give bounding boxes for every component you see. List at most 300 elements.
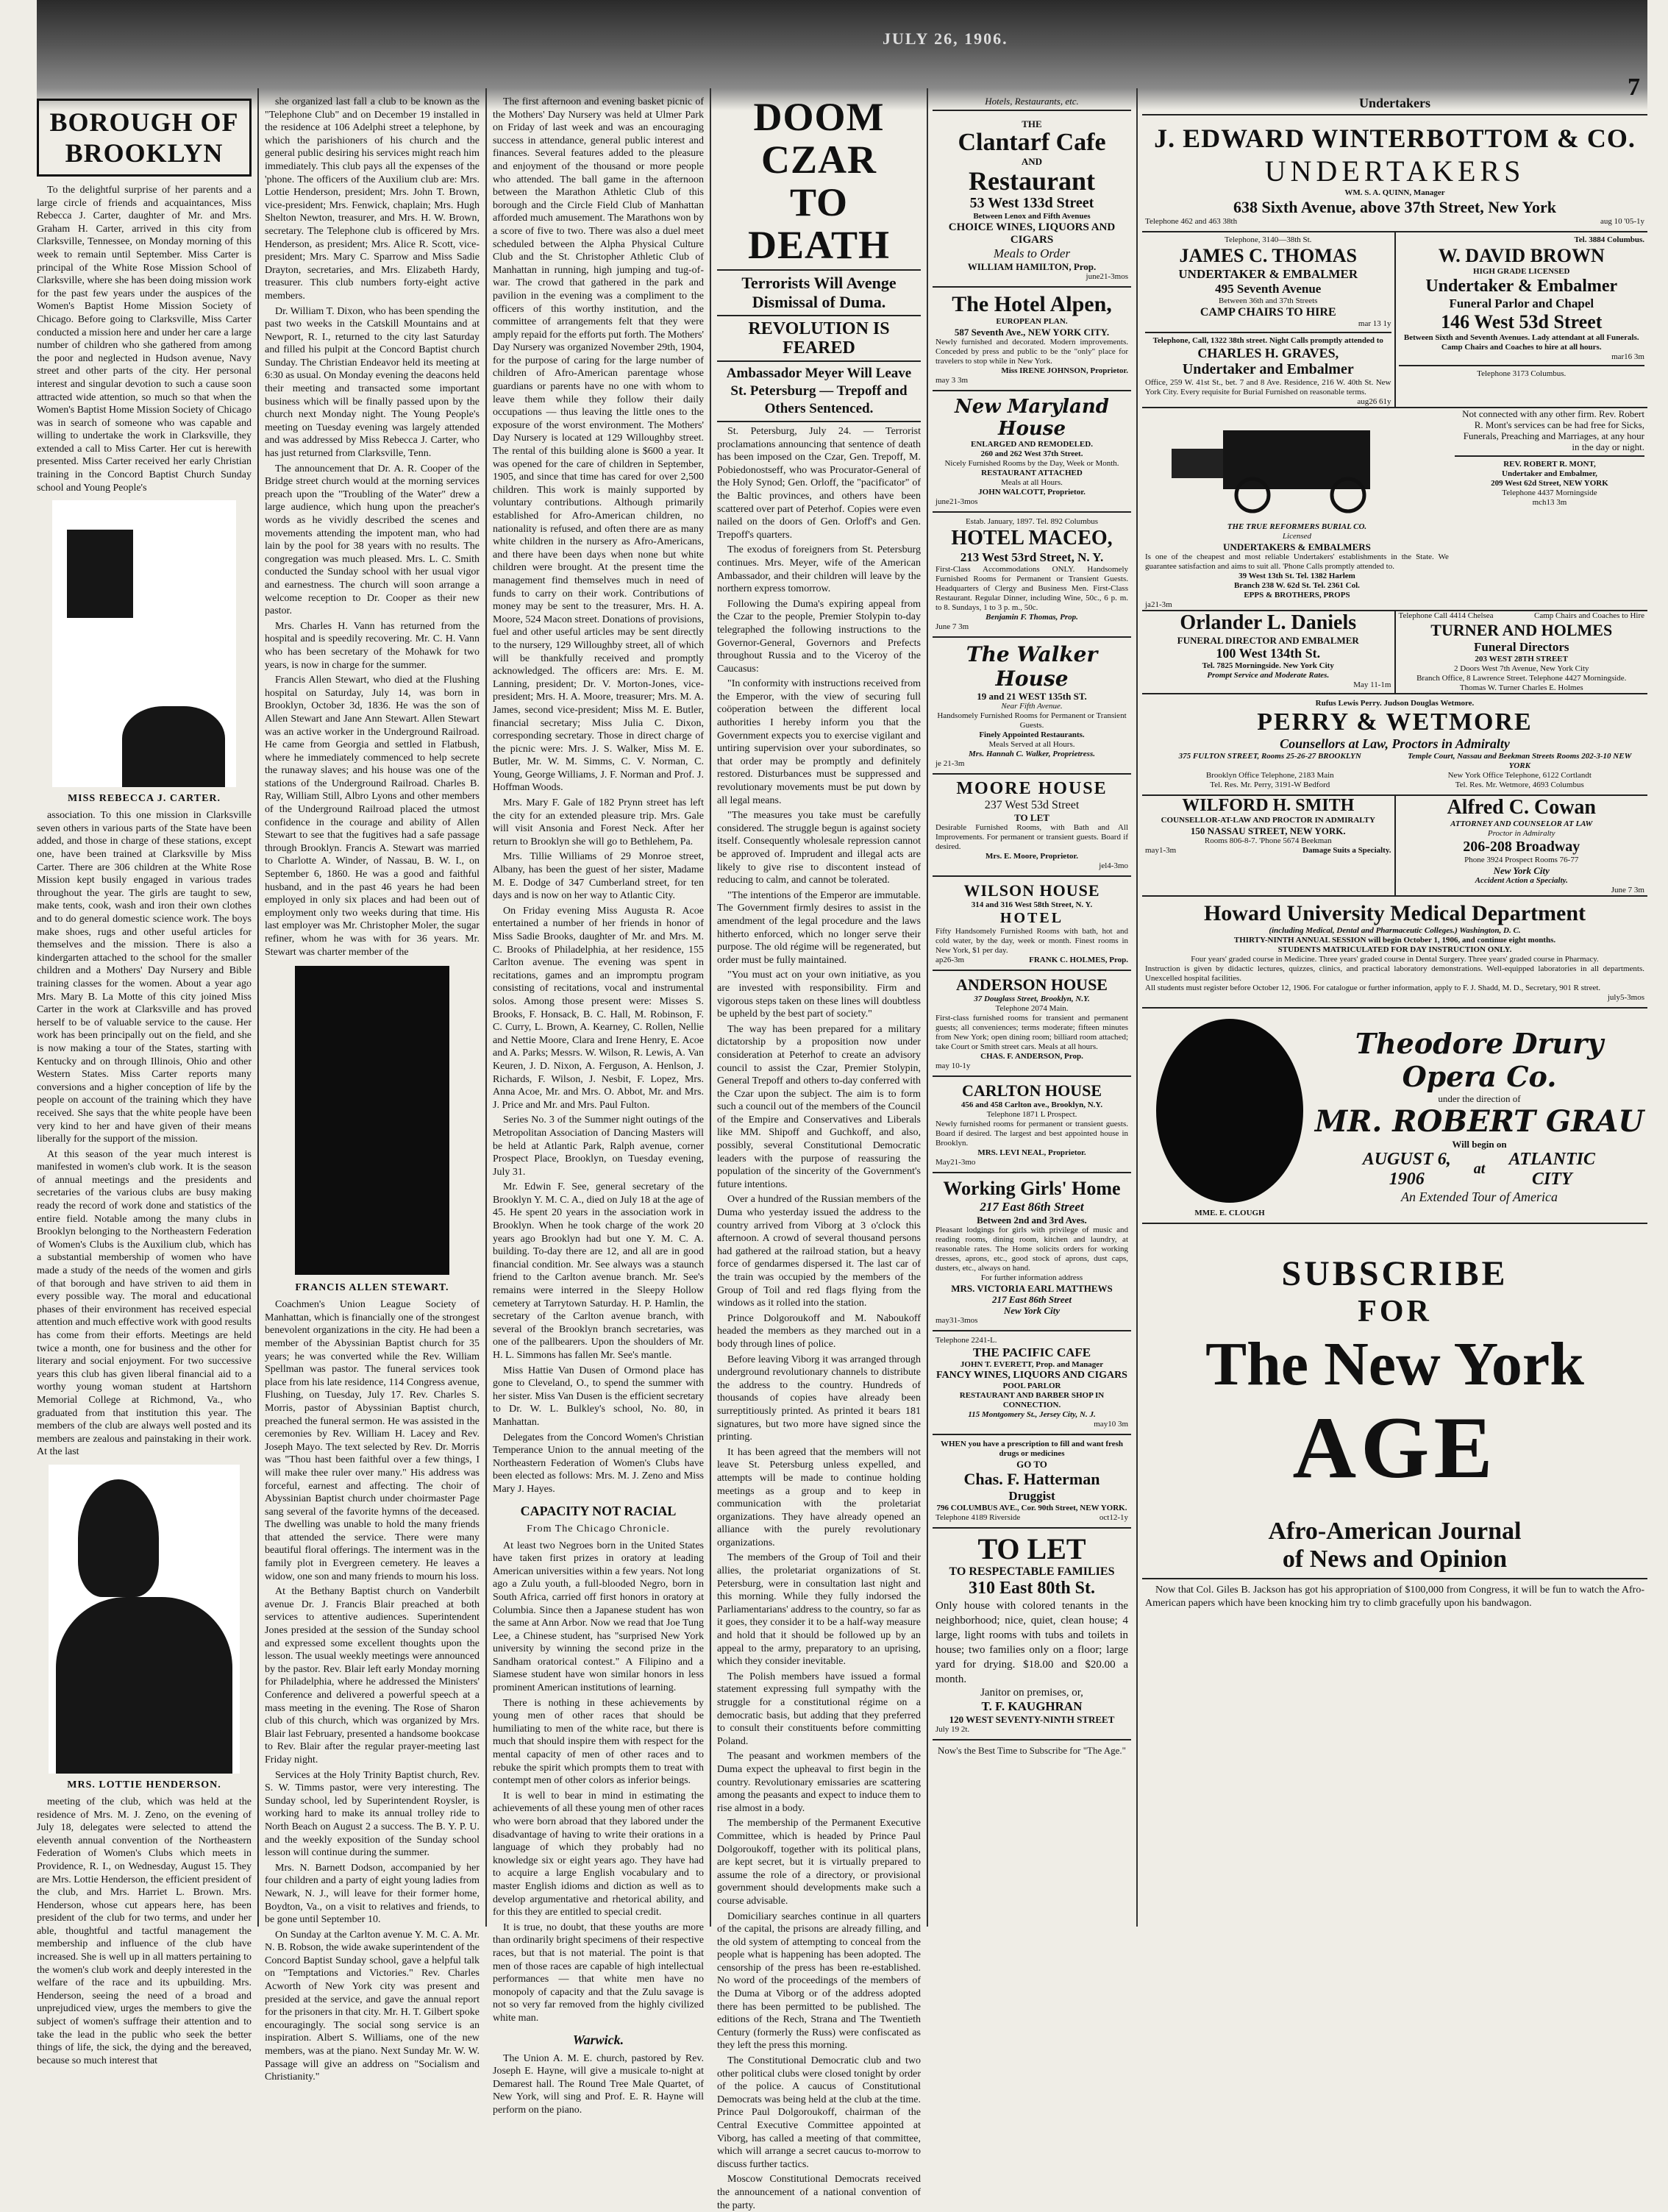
headline-line-2: TO DEATH [747,180,891,267]
ad-subtitle: UNDERTAKER & EMBALMER [1178,267,1358,281]
ad-proprietor: JOHN WALCOTT, Proprietor. [978,488,1086,497]
ad-text: Meals at all Hours. [1001,478,1063,487]
ad-address: 796 COLUMBUS AVE., Cor. 90th Street, NEW YORK. [936,1504,1127,1512]
article-paragraph: On Sunday at the Carlton avenue Y. M. C. A. Mr. N. B. Robson, the wide awake superintendent of the Concord Baptist Sunday school, gave a helpful talk on "Temptations and Victories." Rev. Charles Acworth of New York city was present and presided at the service, and gave the annual report for the prisoners in that city. Mr. H. T. Gilbert spoke encouragingly. The social song service is an inspiration. Albert S. Williams, one of the new members, was at the piano. Next Sunday Mr. W. W. Passage will give an address on "Socialism and Christianity." [265,1929,480,2083]
ad-text: Fifty Handsomely Furnished Rooms with bath, hot and cold water, by the day, week or month. Finest rooms in New York, $1 per day. [935,927,1128,955]
ad-subtitle: Funeral Directors [1473,640,1569,654]
article-body [493,2052,704,2117]
ad-footer [1145,846,1391,856]
ad-title: MOORE HOUSE [956,779,1108,798]
ad-title: Orlander L. Daniels [1180,611,1357,634]
ad-code: aug 10 '05-1y [1600,217,1644,226]
ad-address: 260 and 262 West 37th Street. [980,449,1083,458]
ad-subtitle: Undertaker and Embalmer, [1502,469,1597,478]
ad-turner-holmes [1396,611,1648,693]
ad-address: 53 West 133d Street [969,195,1094,211]
divider [717,421,921,422]
article-paragraph: The membership of the Permanent Executive Committee, which is headed by Prince Paul Dolgoroukoff, together with its political plans, are kept secret, but it is virtually prepared to assume the role of a directory, or provisional government should developments make such a course advisable. [717,1818,921,1907]
article-body [37,184,252,494]
ad-howard-university [1142,897,1647,1009]
article-paragraph: Mr. Edwin F. See, general secretary of the Brooklyn Y. M. C. A., died on July 18 at the age of 45. He spent 20 years in the association work in Brooklyn. When he took charge of the work 20 years ago Brooklyn had but one Y. M. C. A. building. To-day there are 12, and all are in good financial condition. Mr. See always was a staunch friend to the Carlton avenue branch. Mr. See's remains were interred in the Sleepy Hollow cemetery at Tarrytown Saturday. H. P. Hamlin, the secretary of the Carlton avenue branch, with several of the Brooklyn branch secretaries, was one of the pallbearers. Upon the shoulders of Mr. H. L. Simmons has fallen Mr. See's mantle. [493,1181,704,1361]
photo-caption: FRANCIS ALLEN STEWART. [295,1282,449,1294]
article-heading: Warwick. [572,2032,624,2047]
ad-winterbottom [1142,118,1647,232]
ad-perry-wetmore [1142,694,1647,796]
hearse-illustration [1157,408,1436,519]
headline-deck: Ambassador Meyer Will Leave St. Petersburg — Trepoff and Others Sentenced. [726,366,912,416]
ad-code: May 11-1m [1353,680,1391,689]
publication-title: AGE [1292,1398,1497,1496]
ad-title: Working Girls' Home [943,1178,1121,1199]
ad-proprietor: JOHN T. EVERETT, Prop. and Manager [960,1360,1104,1369]
article-body [493,1540,704,2025]
ad-subtitle: UNDERTAKERS [1264,154,1525,188]
ad-moore-house [933,775,1131,877]
portrait-photo [49,1465,240,1774]
ad-text: An Extended Tour of America [1401,1189,1558,1204]
ad-title: THE PACIFIC CAFE [972,1345,1091,1359]
ad-text: First-class furnished rooms for transient and permanent guests; all conveniences; terms moderate; fifteen minutes from New York; open dining room; billiard room attached; take Court or Smith street cars. Meals at all hours. [935,1014,1128,1051]
photo-shadow [78,1479,159,1597]
ad-text: Camp Chairs and Coaches to Hire [1534,611,1644,620]
ad-address: 146 West 53d Street [1441,311,1603,332]
article-body [1142,1579,1647,1616]
ad-title: WILSON HOUSE [963,881,1100,900]
ad-address: New York City [1003,1305,1061,1316]
ad-text: Near Fifth Avenue. [1001,702,1063,711]
ad-title: W. DAVID BROWN [1438,245,1605,266]
ad-text: GO TO [1016,1459,1047,1470]
ad-text: Licensed [1282,532,1312,541]
ad-text: CHOICE WINES, LIQUORS AND CIGARS [948,221,1116,246]
divider [1399,365,1645,366]
ad-proprietor: MRS. LEVI NEAL, Proprietor. [977,1148,1086,1157]
ad-code: may10 3m [1094,1420,1128,1429]
article-paragraph: To the delightful surprise of her parents and a large circle of friends and acquaintances, Miss Rebecca J. Carter, daughter of Mr. and Mrs. Graham H. Carter, arrived in this city from Clarksville, Tennessee, on Monday morning of this week to remain until September. Miss Carter is principal of the White Rose Mission School of Clarksville, where she has been doing mission work for the past few years under the auspices of the Women's Baptist Home Mission Society of Chicago. Before going to Clarksville, Miss Carter conducted a mission here and under her care a large number of children who she gathered from among the poor and neglected in Hudson avenue, Navy street and other parts of the city. Her personal interest and singular devotion to such a cause soon attracted wide attention, so much so that when the Women's Baptist Home Mission Society of Chicago was in search of someone who was capable and willing to undertake the work in Clarksville, they extended a call to Miss Carter. Her cut is herewith presented. Miss Carter received her early Christian training in the Concord Baptist Church Sunday school and Young People's [37,185,252,494]
ad-carlton-house [933,1077,1131,1173]
ad-title: Clantarf Cafe [958,129,1106,156]
article-paragraph: The exodus of foreigners from St. Petersburg continues. Mrs. Meyer, wife of the American Ambassador, and their children will leave by the northern express tomorrow. [717,544,921,595]
ad-text: WM. S. A. QUINN, Manager [1344,188,1445,197]
column-doom-czar [717,95,921,2211]
ad-text: Only house with colored tenants in the neighborhood; nice, quiet, clean house; 4 large, light rooms with tubs and toilets in house; two families only on a floor; large yard for drying. $18.00 and $20.00 a month. [935,1600,1128,1685]
ad-text: First-Class Accommodations ONLY. Handsomely Furnished Rooms for Permanent or Transient Guests. Headquarters of Clergy and Business Men. First-Class Restaurant. Regular Dinner, including Wine, 50c., 6 p. m. to 8. Sundays, 1 to 3 p. m., 50c. [935,565,1128,612]
ad-subscribe-new-york-age [1142,1224,1647,1579]
ad-title: J. EDWARD WINTERBOTTOM & CO. [1154,124,1636,153]
column-hotels-ads [933,96,1131,1927]
portrait-photo [1156,1019,1303,1203]
ad-title: JAMES C. THOMAS [1179,245,1357,266]
ad-code: mar 13 1y [1358,319,1391,328]
divider [1142,114,1647,115]
ad-text: Druggist [1008,1489,1055,1503]
ad-address: 206-208 Broadway [1463,839,1580,855]
ad-row [1142,232,1647,408]
ad-title: WILFORD H. SMITH [1182,796,1355,815]
headline-deck: Terrorists Will Avenge Dismissal of Duma. [741,274,897,311]
ad-text: Desirable Furnished Rooms, with Bath and All Improvements. For permanent or transient guests. Board if desired. [935,823,1128,851]
ad-subtitle: Counsellors at Law, Proctors in Admiralty [1280,736,1510,751]
ad-address: 100 West 134th St. [1216,646,1321,661]
ad-code: mar16 3m [1611,352,1644,361]
article-paragraph: Over a hundred of the Russian members of the Duma who yesterday issued the address to the country arrived from Viborg at 3 o'clock this afternoon. A crowd of several thousand persons had gathered at the railroad station, but a heavy force of gendarmes dispersed it. The last car of the train was occupied by the members of the Group of Toil and red flags flying from the windows as it rolled into the station. [717,1194,921,1309]
article-paragraph: Coachmen's Union League Society of Manhattan, which is financially one of the strongest benevolent organizations in the city. He had been a member of the Abyssinian Baptist church for 35 years; he was converted while the Rev. William Spellman was pastor. The funeral services took place from his late residence, 114 Congress avenue, Flushing, on Tuesday, July 17. Rev. Charles S. Morris, pastor of Abyssinian Baptist church, preached the funeral sermon. He was assisted in the ceremonies by Rev. William H. Lacey and Rev. Joseph Mayo. The text selected by Rev. Dr. Morris was "Thou hast been faithful over a few things, I will make thee ruler over many." His address was forceful, earnest and affecting. The choir of Abyssinian Baptist church under choirmaster Page sang several of the favorite hymns of the deceased. The dwelling was unable to hold the many friends that attended the service. There were many beautiful floral offerings. The interment was in the family plot in Evergreen cemetery. He leaves a widow, one son and many friends to mourn his loss. [265,1299,480,1582]
ad-phones [1145,771,1644,780]
ad-address: 310 East 80th St. [968,1579,1096,1598]
article-paragraph: Mrs. N. Barnett Dodson, accompanied by her four children and a party of eight young ladies from Newark, N. J., will leave for their former home, Boydton, Va., on a visit to relatives and friends, to be gone until September 10. [265,1862,480,1926]
article-body [717,425,921,2212]
column-rule [1136,88,1138,1927]
ad-new-maryland-house [933,391,1131,513]
article-paragraph: The peasant and workmen members of the Duma expect the upheaval to first begin in the country. Revolutionary emissaries are scattering among the peasants and expect to induce them to rise almost in a body. [717,1751,921,1814]
ad-text: AND [1021,156,1043,167]
column-rule [485,88,487,1927]
ad-address: 375 FULTON STREET, Rooms 25-26-27 BROOKLYN [1178,752,1361,761]
ad-proprietor: Mrs. Hannah C. Walker, Proprietress. [969,750,1095,758]
article-paragraph: Domiciliary searches continue in all quarters of the capital, the prisons are already filling, and the old system of attempting to conceal from the people what is happening has been adopted. The censorship of the press has been re-established. No word of the proceedings of the members of the Duma at Viborg or of the address adopted there has been permitted to be published. The editions of the Rech, Strana and The Twentieth Century (formerly the Russ) were confiscated as they left the press this morning. [717,1910,921,2052]
ad-text: TO RESPECTABLE FAMILIES [949,1565,1115,1578]
divider [717,315,921,316]
article-paragraph: "The intentions of the Emperor are immutable. The Government firmly desires to assist in the amendment of the legal procedure and the laws hitherto enforced, which no longer serve their purpose. The old régime will be regenerated, but order must be fully maintained. [717,889,921,966]
ad-title: Theodore Drury Opera Co. [1355,1026,1604,1093]
ad-title: PERRY & WETMORE [1257,708,1533,736]
ad-city: ATLANTIC CITY [1508,1149,1595,1189]
article-paragraph: The Polish members have issued a formal statement expressing full sympathy with the struggle for a constitutional régime on a democratic basis, but adding that they preferred to consult their constituents before committing Poland. [717,1671,921,1747]
ad-title: Alfred C. Cowan [1447,796,1596,819]
ad-text: EUROPEAN PLAN. [996,317,1068,326]
ad-text: HOTEL [999,910,1064,926]
ad-david-brown [1396,232,1648,407]
ad-text: Between 2nd and 3rd Aves. [977,1215,1087,1226]
article-paragraph: Series No. 3 of the Summer night outings of the Metropolitan Association of Dancing Masters will be held at Atlantic Park, Ralph avenue, corner Prospect Place, Brooklyn, on Tuesday evening, July 31. [493,1114,704,1178]
ad-code: may31-3mos [935,1316,978,1325]
ad-text: Four years' graded course in Medicine. Three years' graded course in Dental Surgery. Three years' graded course in Pharmacy. [1191,955,1599,964]
article-body [37,809,252,1459]
ad-text: Janitor on premises, or, [980,1687,1083,1699]
column-rule [710,88,711,1927]
ad-text: THIRTY-NINTH ANNUAL SESSION will begin October 1, 1906, and continue eight months. [1233,936,1556,945]
ad-wilson-house [933,877,1131,971]
ad-phone: Telephone 462 and 463 38th [1145,217,1238,226]
ad-address: 37 Douglass Street, Brooklyn, N.Y. [974,995,1090,1003]
ad-proprietor: EPPS & BROTHERS, PROPS [1244,591,1350,600]
ad-anderson-house [933,971,1131,1077]
ad-text: Not connected with any other firm. Rev. Robert R. Mont's services can be had free for Sicks, Funerals, Preaching and Marriages, at any hour in the day or night. [1462,408,1644,452]
article-body [265,1298,480,2084]
ad-phone: Telephone, Call, 1322 38th street. Night Calls promptly attended to [1152,336,1383,345]
ad-text: at [1473,1161,1486,1177]
article-paragraph: At this season of the year much interest is manifested in women's club work. It is the season of annual meetings and the presidents and secretaries of the various clubs are busy making ready the record of work done and statistics of the entire field. Notable among the many clubs in Brooklyn belonging to the Northeastern Federation of Women's Clubs is the Auxilium club, which has a substantial membership of women who have made a study of the needs of the women and girls of that borough and have striven to aid them in every possible way. The moral and educational phases of their environment has received especial attention and much effective work with good results has come from their efforts. Meetings are held twice a month, one for business and the other for literary and social enjoyment. For two successive years this club has given liberal financial aid to a worthy young woman student at Hartshorn Memorial College at Richmond, Va., who graduated from that institution this year. The members of the club are always well posted and its members are zealous and painstaking in their work. At the last [37,1148,252,1458]
ad-title: HOTEL MACEO, [951,527,1113,550]
ad-code: jel4-3mo [1099,861,1128,870]
ad-text: Rufus Lewis Perry. Judson Douglas Wetmore. [1315,699,1475,708]
ad-row [1142,611,1647,694]
ad-address: 217 East 86th Street [980,1200,1084,1214]
column-brooklyn-news [493,96,704,2116]
ad-rev-mont [1452,408,1647,610]
ad-code: june21-3mos [935,497,978,506]
section-heading: BOROUGH OF BROOKLYN [37,99,252,177]
article-paragraph: she organized last fall a club to be known as the "Telephone Club" and on December 19 installed in the residence at 106 Adelphi street a telephone, by which the parishioners of his church and the general public desiring his services might reach him immediately. This club pays all the expenses of the 'phone. The officers of the Auxilium club are: Mrs. Lottie Henderson, president; Mrs. John T. Brown, vice-president; Mrs. Fenwick, chaplain; Mrs. Hugh Shelton Newton, treasurer, and Mrs. H. W. Brown, secretary. The Telephone club is officered by Mrs. Henderson, as president; Mrs. Alice R. Scott, vice-president; Mrs. Mary C. Sparrow and Miss Sadie Drayton, secretaries, and Mrs. Elizabeth Hardy, treasurer. This club numbers forty-eight active members. [265,96,480,302]
ad-title: REV. ROBERT R. MONT, [1503,460,1596,469]
ad-text: Damage Suits a Specialty. [1302,846,1391,855]
ad-header [1399,611,1645,621]
ad-address: 39 West 13th St. Tel. 1382 Harlem [1238,572,1355,580]
column-rule [927,88,928,1927]
photo-caption: MISS REBECCA J. CARTER. [67,793,221,805]
ad-title: TURNER AND HOLMES [1430,621,1613,639]
ad-text: For further information address [980,1273,1083,1282]
ad-text: New York City [1493,865,1550,876]
ad-subtitle: MR. ROBERT GRAU [1314,1103,1644,1139]
ad-title: Restaurant [969,166,1095,196]
ad-title: CHARLES H. GRAVES, [1197,346,1339,360]
ad-address: 115 Montgomery St., Jersey City, N. J. [968,1410,1096,1419]
divider [717,269,921,271]
ad-phone: Telephone 1871 L Prospect. [986,1110,1077,1119]
photo-caption: MME. E. CLOUGH [1194,1209,1265,1217]
ad-phone: Telephone Call 4414 Chelsea [1398,611,1494,620]
ad-address: 213 West 53rd Street, N. Y. [960,550,1104,564]
ad-addresses [1145,752,1644,771]
ad-title: Howard University Medical Department [1203,901,1586,925]
ad-text: Prompt Service and Moderate Rates. [1207,671,1330,680]
opera-text [1314,1027,1644,1205]
ad-text: Finely Appointed Restaurants. [979,730,1085,739]
ad-phone: Tel. Res. Mr. Wetmore, 4693 Columbus [1455,780,1584,789]
ad-text: Newly furnished rooms for permanent or transient guests. Board if desired. The largest and best appointed house in Brooklyn. [935,1120,1128,1148]
ad-address: 638 Sixth Avenue, above 37th Street, New York [1233,198,1556,216]
ad-address: 19 and 21 WEST 135th ST. [977,691,1087,702]
ad-text: Pleasant lodgings for girls with privilege of music and reading rooms, dining room, kitchen and laundry, at reasonable rates. The Home solicits orders for working dresses, aprons, etc., good stock of aprons, dust caps, dusters, etc., always on hand. [935,1226,1128,1273]
ad-phone: Phone 3924 Prospect Rooms 76-77 [1464,856,1579,864]
article-paragraph: meeting of the club, which was held at the residence of Mrs. M. J. Zeno, on the evening of July 18, delegates were selected to attend the eleventh annual convention of the Northeastern Federation of Women's Clubs which meets in Providence, R. I., on Wednesday, August 15. They are Mrs. Lottie Henderson, the efficient president of the club, and Mrs. Harriet L. Brown. Mrs. Henderson, whose cut appears here, has been president of the club for two terms, and under her able, thoughtful and tactful management the membership and influence of the club have increased. She is well up in all matters pertaining to the women's club work and deeply interested in the welfare of the race and its upbuilding. Mrs. Henderson, seeing the need of a broad and unprejudiced view, urges the members to give the subject of women's suffrage their attention and to take the lead in the public who seek the better things of life, the sick, the dying and the bereaved, because so much interest that [37,1796,252,2066]
ad-subscribe-note [933,1740,1131,1760]
ad-footer [1145,217,1644,227]
ad-text: Will begin on [1452,1138,1507,1150]
article-source: From The Chicago Chronicle. [527,1523,670,1534]
opera-portrait [1145,1013,1314,1218]
ad-address: 495 Seventh Avenue [1215,282,1322,296]
headline-line-1: DOOM CZAR [753,95,885,182]
ad-row [1142,796,1647,897]
ad-code: ap26-3m [935,956,965,964]
ad-subtitle: Undertaker and Embalmer [1182,361,1354,377]
article-paragraph: It is true, no doubt, that these youths are more than ordinarily bright specimens of their respective races, but that is not material. The point is that men of those races are capable of high intellectual performances — that white men have no monopoly of capacity and that the Zulu savage is not so very far removed from the highly civilized white man. [493,1921,704,2024]
ad-alfred-cowan [1396,796,1648,895]
article-paragraph: Mrs. Mary F. Gale of 182 Prynn street has left the city for an extended pleasure trip. Mrs. Gale will visit Ansonia and Forest Neck. After her return to Brooklyn she will go to Bethlehem, Pa. [493,797,704,847]
ad-footer [935,1513,1128,1523]
article-paragraph: The Union A. M. E. church, pastored by Rev. Joseph E. Hayne, will give a musicale to-night at Demarest hall. The Round Tree Male Quartet, of New York, will sing and Prof. E. R. Hayne will perform on the piano. [493,2052,704,2116]
article-paragraph: "In conformity with instructions received from the Emperor, with the view of securing full coöperation between the different local authorities I hereby inform you that the Government expects you to exercise vigilant and untiring supervision over your subordinates, so that order may be promptly and definitely restored. Disturbances must be suppressed and revolutionary movements must be put down by all legal means. [717,678,921,806]
ad-text: TO LET [1014,812,1049,823]
ad-text: Handsomely Furnished Rooms for Permanent or Transient Guests. [937,711,1127,730]
ad-text: Office, 259 W. 41st St., bet. 7 and 8 Ave. Residence, 216 W. 40th St. New York City. Every requisite for Burial Furnished on reasonable terms. [1145,378,1391,396]
divider [933,110,1131,111]
ad-proprietor: CHAS. F. ANDERSON, Prop. [980,1052,1083,1061]
ad-text: Thomas W. Turner Charles E. Holmes [1459,683,1583,692]
ad-phone: Tel. 7825 Morningside. New York City [1202,661,1334,670]
ad-text: Newly furnished and decorated. Modern improvements. Conceded by press and public to be the "only" place for travelers to stop while in New York. [935,338,1128,366]
article-body [265,96,480,959]
ad-proprietor: Miss IRENE JOHNSON, Proprietor. [1001,366,1128,375]
ad-phone: Telephone 4437 Morningside [1502,488,1597,497]
photo-shadow [56,1597,232,1774]
article-paragraph: Before leaving Viborg it was arranged through underground revolutionary channels to distribute the address to the country. Hundreds of thousands of copies have already been surreptitiously printed. As printed it bears 181 signatures, but two more have signed since the printing. [717,1354,921,1443]
article-paragraph: St. Petersburg, July 24. — Terrorist proclamations announcing that sentence of death has been imposed on the Czar, Gen. Trepoff, M. Pobiedonostseff, who was Procurator-General of the Holy Synod; Gen. Orloff, the "pacificator" of the Baltic provinces, and others have been scattered over part of Peterhof. Copies were even nailed on the doors of Gen. Orloff's and Gen. Trepoff's quarters. [717,426,921,541]
ad-text: All students must register before October 12, 1906. For catalogue or further information, apply to F. J. Shadd, M. D., Secretary, 901 R street. [1145,984,1601,992]
article-paragraph: It is well to bear in mind in estimating the achievements of all these young men of other races who were born abroad that they labored under the disadvantage of having to write their orations in a language of which they probably had no knowledge six or eight years ago. They have had to acquire a large English vocabulary and to master English idioms and diction as well as to develop argumentative and rhetorical ability, and for this they are entitled to special credit. [493,1790,704,1918]
article-heading: CAPACITY NOT RACIAL [520,1503,677,1518]
ad-text: Meals Served at all Hours. [988,740,1075,749]
publication-tagline: of News and Opinion [1282,1546,1508,1573]
ad-address: 150 NASSAU STREET, NEW YORK. [1190,825,1346,836]
ad-phones [1145,780,1644,790]
ad-text: Funeral Parlor and Chapel [1449,296,1594,310]
ad-text: Rooms 806-8-7. 'Phone 5674 Beekman [1204,836,1332,845]
ad-subtitle: FUNERAL DIRECTOR AND EMBALMER [1177,635,1359,646]
ad-text: HIGH GRADE LICENSED [1473,267,1570,276]
column-borough-of-brooklyn [37,96,252,2066]
ad-proprietor: Mrs. E. Moore, Proprietor. [986,852,1078,861]
ad-phone: Telephone 4189 Riverside [935,1513,1021,1522]
ad-text: Nicely Furnished Rooms by the Day, Week or Month. [944,459,1119,468]
ad-code: ja21-3m [1145,600,1172,609]
ad-walker-house [933,638,1131,775]
ad-to-let [933,1529,1131,1740]
ad-text: STUDENTS MATRICULATED FOR DAY INSTRUCTION ONLY. [1277,945,1512,954]
ad-true-reformers [1142,408,1452,610]
ad-title: THE TRUE REFORMERS BURIAL CO. [1227,522,1367,531]
ad-subtitle: (including Medical, Dental and Pharmaceutic Colleges.) Washington, D. C. [1269,926,1521,935]
ad-phone: Tel. 3884 Columbus. [1574,235,1644,244]
article-paragraph: Miss Hattie Van Dusen of Ormond place has gone to Cleveland, O., to spend the summer with her sister. Miss Van Dusen is the efficient secretary to Dr. W. L. Bulkley's school, No. 80, in Manhattan. [493,1365,704,1428]
ad-row [1142,408,1647,611]
ad-hotel-alpen [933,288,1131,391]
ad-text: Proctor in Admiralty [1487,829,1555,838]
article-paragraph: There is nothing in these achievements by young men of other races that should be humiliating to men of the white race, but there is much that should inspire them with respect for the mental capacity of men of other races and to rebuke the spirit which prompts them to treat with contempt men of other colors as inferior beings. [493,1697,704,1787]
publication-title: The New York [1205,1330,1584,1398]
ad-code: June 7 3m [1611,886,1644,895]
ad-wilford-smith [1142,796,1394,895]
ad-text: Between 36th and 37th Streets [1219,296,1318,305]
divider [1145,332,1391,333]
ad-code: May21-3mo [935,1158,976,1167]
ad-text: RESTAURANT AND BARBER SHOP IN CONNECTION. [959,1391,1105,1409]
ad-text: Meals to Order [993,246,1071,260]
ad-text: FANCY WINES, LIQUORS AND CIGARS [936,1370,1127,1381]
ad-proprietor: Benjamin F. Thomas, Prop. [986,613,1078,622]
article-paragraph: Mrs. Tillie Williams of 29 Monroe street, Albany, has been the guest of her sister, Madame M. E. Dodge of 347 Cumberland street, for ten days and is now on her way to Atlantic City. [493,851,704,902]
ad-subtitle: UNDERTAKERS & EMBALMERS [1223,541,1371,552]
ad-subtitle: ATTORNEY AND COUNSELOR AT LAW [1450,819,1593,828]
ad-code: June 7 3m [935,622,969,631]
article-body [493,96,704,1496]
ad-title: TO LET [977,1532,1086,1565]
headline-deck: REVOLUTION IS FEARED [748,319,890,358]
article-paragraph: association. To this one mission in Clarksville seven others in various parts of the State have been added, and those in charge of these stations, except one, have been trained at Clarksville by Miss Carter. There are 306 children at the White Rose Mission kept busily engaged in various trades throughout the year. The girls are taught to sew, make tents, cook, wash and iron their own clothes and to do general domestic science work. The boys make shoes, rugs and other useful articles for themselves and the mission. There is also a kindergarten attached to the school for the smaller children and a Mothers' Day Nursery and Bible training classes for the women. About a year ago Mrs. Mary B. La Motte of this city joined Miss Carter in the work at Clarksville and has proved herself to be of valuable service to the cause. Her work has been principally out on the field, and she is now making a tour of the States, starting with Kentucky and on through Illinois, Ohio and other Western States. Miss Carter reports many conversions and a higher conception of life by the people on account of the training which they have received. She says that the white people have been very kind to her and have given of their means liberally for the support of the mission. [37,810,252,1145]
article-body [37,1796,252,2067]
masthead-date: JULY 26, 1906. [883,29,1008,48]
ad-clantarf-cafe [933,114,1131,288]
ad-address: 237 West 53d Street [984,799,1080,811]
ad-text: under the direction of [1438,1092,1521,1104]
ad-text: Accident Action a Specialty. [1475,876,1568,885]
article-paragraph: "You must act on your own initiative, as you are invested with responsibility. Firm and vigorous steps taken on these lines will doubtless be upheld by the best part of society." [717,970,921,1020]
ad-text: RESTAURANT ATTACHED [981,469,1083,477]
ad-title: Chas. F. Hatterman [963,1470,1100,1488]
photo-caption: MRS. LOTTIE HENDERSON. [67,1779,221,1790]
ad-proprietor: WILLIAM HAMILTON, Prop. [967,261,1097,272]
article-paragraph: Delegates from the Concord Women's Christian Temperance Union to the annual meeting of the Northeastern Federation of Women's Clubs have been elected as follows: Mrs. M. J. Zeno and Miss Mary J. Hayes. [493,1432,704,1495]
page-masthead [37,0,1647,110]
ad-address: 217 East 86th Street [992,1294,1072,1305]
ad-date: AUGUST 6, 1906 [1362,1149,1451,1189]
ad-subtitle: COUNSELLOR-AT-LAW AND PROCTOR IN ADMIRALTY [1161,816,1375,825]
ad-title: ANDERSON HOUSE [956,975,1108,994]
ad-text: POOL PARLOR [1002,1381,1061,1390]
column-undertakers-ads [1142,96,1647,1927]
page-number: 7 [1628,74,1640,101]
article-paragraph: It has been agreed that the members will not leave St. Petersburg unless expelled, and attempts will be made to continue holding meetings as a group and to keep in communication with the proletariat organizations. They have already opened an alliance with the purely revolutionary organizations. [717,1446,921,1548]
ad-title: New Maryland House [955,396,1109,440]
portrait-photo [52,500,236,787]
article-paragraph: Services at the Holy Trinity Baptist church, Rev. S. W. Timms pastor, were very interesting. The Sunday school, led by Superintendent Roysler, is working hard to make its annual trolley ride to North Beach on August 2 a success. The B. Y. P. U. and the weekly exposition of the Sunday school lesson will continue during the summer. [265,1769,480,1859]
article-paragraph: The members of the Group of Toil and their allies, the proletariat organizations of St. Petersburg, were in consultation last night and this morning. While they fully indorsed the Parliamentarians' address to the country, so far as it goes, they consider it to be a half-way measure and hold that it should be followed up by an appeal to the army, preparatory to an uprising, which they consider inevitable. [717,1552,921,1668]
article-paragraph: Francis Allen Stewart, who died at the Flushing hospital on Saturday, July 14, was born in Brooklyn, October 3d, 1836. He was the son of Allen Stewart and Jane Ann Stewart. Allen Stewart was an active worker in the Underground Railroad. He came from Georgia and settled in Flatbush, where he immediately commenced to help secrete the runaway slaves; and his house was one of the stations of the Underground Railroad. Charles B. Ray, William Still, Albro Lyons and other members of the Underground Railroad placed the utmost confidence in the courage and ability of Allen Stewart to see that the fugitives had a safe passage through Brooklyn. Francis A. Stewart was married to Charlotte A. Winder, of Nassau, B. W. I., on September 6, 1860. He was a good and faithful husband, and in the past 46 years he had been employed in only six places and had been out of employment only two weeks during that time. His last employer was Mr. Christopher Moler, the sugar refiner, whom he was with for 36 years. Mr. Stewart was charter member of the [265,675,480,958]
divider [717,360,921,362]
article-paragraph: The Constitutional Democratic club and two other political clubs were closed tonight by order of the police. A caucus of Constitutional Democrats was being held at the club at the time. Prince Paul Dolgoroukoff, chairman of the Central Executive Committee appointed at Viborg, has called a meeting of that committee, which will arrange a secret caucus to-morrow to discuss further tactics. [717,2055,921,2170]
ad-drury-opera [1142,1009,1647,1224]
ad-text: 2 Doors West 7th Avenue, New York City [1453,664,1589,673]
ad-subtitle: Undertaker & Embalmer [1425,277,1618,296]
ad-phone: Tel. Res. Mr. Perry, 3191-W Bedford [1210,780,1330,789]
ad-proprietor: T. F. KAUGHRAN [981,1699,1083,1713]
ad-text: THE [1022,118,1042,129]
ad-text: Between Sixth and Seventh Avenues. Lady attendant at all Funerals. Camp Chairs and Coaches to hire at all hours. [1403,333,1639,352]
section-label: Hotels, Restaurants, etc. [985,96,1079,107]
divider [1455,455,1644,457]
publication-tagline: Afro-American Journal [1268,1518,1522,1545]
article-paragraph: The first afternoon and evening basket picnic of the Mothers' Day Nursery was held at Ulmer Park on Friday of last week and was an encouraging success in attendance, general public interest and finances. Several features added to the pleasure and enjoyment of the thousand or more people who attended. The ball game in the afternoon between the Marathon Athletic Club of this borough and the Circle Field Club of Manhattan afforded much amusement. The Marathons won by a score of five to two. There was also a duel meet scheduled between the Alpha Physical Culture Club and the St. Christopher Athletic Club of Manhattan in running, high jumping and tug-of-war. The crowd that gathered in the park and pavilion in the evening was a compliment to the officers of this worthy institution, and the committee of arrangements felt that they were amply repaid for the efforts put forth. The Mothers' Day Nursery was organized November 29th, 1904, for the purpose of caring for the large number of children of Afro-American parentage whose guardians or parents have no one with whom to leave them while they follow their daily occupations — thus leaving the little ones to the exposure of the worst environment. The Mothers' Day Nursery is located at 129 Willoughby street. The rental of this building alone is $600 a year. It was opened for the care of children in September, 1905, and since that time has cared for over 2,500 children. This work is mainly supported by voluntary contributions. Although primarily established for Afro-American children, no nationality is refused, and often there are as many white children in the nursery as Afro-Americans, and there have been days when none but white children were brought. At the present time the management find themselves much in need of funds to carry on their work. Contributions of money may be sent to the treasurer, Mrs. H. A. Moore, 524 Macon street. Donations of provisions, fuel and other useful articles may be sent directly to the nursery, 129 Willoughby street, all of which will be thankfully received and promptly acknowledged. The officers are: Mrs. E. M. Lanning, president; Dr. V. Morton-Jones, vice-president; Mrs. H. A. Moore, treasurer; Mrs. M. A. James, second vice-president; Miss M. E. Butler, financial secretary; Miss Julia C. Dixon, corresponding secretary. Those in direct charge of the picnic were: Mrs. J. S. Walker, Miss M. E. Butler, Mr. W. M. Simms, C. V. Norman, C. Young, George Williams, J. F. Norman and Prof. J. Hoffman Woods. [493,96,704,794]
ad-code: june21-3mos [1086,272,1128,281]
ad-text: Estab. January, 1897. Tel. 892 Columbus [965,517,1099,526]
ad-text: Branch Office, 8 Lawrence Street. Telephone 4427 Morningside. [1416,674,1627,683]
article-paragraph: At least two Negroes born in the United States have taken first prizes in oratory at leading American universities within a few years. Not long ago a Zulu youth, a full-blooded Negro, born in South Africa, carried off first honors in oratory at Columbia. Since then a Japanese student has won the same at Ann Arbor. Now we read that Joe Tung Lee, a Chinese student, has "surprised New York university by winning the second prize in the Sandham oratorical contest." A Filipino and a Siamese student have won similar honors in less prominent American institutions of learning. [493,1540,704,1694]
ad-address: 203 WEST 28TH STREET [1475,655,1568,664]
photo-shadow [122,706,225,787]
article-paragraph: Now that Col. Giles B. Jackson has got his appropriation of $100,000 from Congress, it will be fun to watch the Afro-American papers which have been knocking him try to climb gracefully upon his bandwagon. [1145,1585,1644,1609]
article-paragraph: Moscow Constitutional Democrats received the announcement of a national convention of the party. [717,2174,921,2211]
ad-text: ENLARGED AND REMODELED. [971,440,1093,449]
ad-phone: Telephone 3173 Columbus. [1477,369,1567,378]
photo-shadow [67,530,133,618]
newspaper-page [37,0,1647,2211]
ad-phone: New York Office Telephone, 6122 Cortlandt [1447,771,1592,780]
ad-text: SUBSCRIBE [1281,1254,1508,1293]
ad-phone: Telephone 2074 Main. [995,1004,1069,1013]
ad-code: may 3 3m [935,376,968,385]
column-brooklyn-continued [265,96,480,2083]
ad-phone: Telephone, 3140—38th St. [1225,235,1312,244]
article-paragraph: Prince Dolgoroukoff and M. Naboukoff headed the members as they marched out in a body through lines of police. [717,1312,921,1350]
ad-code: july5-3mos [1607,993,1644,1002]
section-label: Undertakers [1359,96,1430,110]
article-paragraph: Mrs. Charles H. Vann has returned from the hospital and is speedily recovering. Mr. C. H. Vann who has been secretary of the Mohawk for two years, is now in charge for the summer. [265,620,480,671]
ad-phone: Brooklyn Office Telephone, 2183 Main [1205,771,1334,780]
ad-text: FOR [1358,1295,1432,1329]
ad-proprietor: FRANK C. HOLMES, Prop. [1029,956,1128,964]
